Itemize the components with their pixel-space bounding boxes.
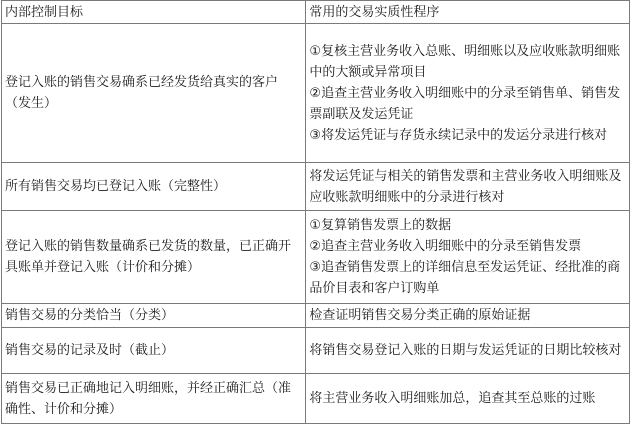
procedure-item: 将销售交易登记入账的日期与发运凭证的日期比较核对 <box>309 343 622 358</box>
objective-cell: 所有销售交易均已登记入账（完整性） <box>2 163 306 211</box>
header-substantive-procedures: 常用的交易实质性程序 <box>306 1 630 24</box>
procedure-item: 将主营业务收入明细账加总，追查其至总账的过账 <box>309 391 596 406</box>
table-row <box>2 24 630 163</box>
procedure-item: ①复算销售发票上的数据 <box>309 218 452 233</box>
table-row <box>2 374 630 424</box>
objective-cell: 登记入账的销售数量确系已发货的数量，已正确开具账单并登记入账（计价和分摊） <box>2 211 306 304</box>
objective-cell: 销售交易的分类恰当（分类） <box>2 304 306 328</box>
procedure-item: ③将发运凭证与存货永续记录中的发运分录进行核对 <box>309 127 608 143</box>
table-row <box>2 163 630 211</box>
procedure-item: ③追查销售发票上的详细信息至发运凭证、经批准的商品价目表和客户订购单 <box>309 260 621 296</box>
procedure-item: ②追查主营业务收入明细账中的分录至销售发票 <box>309 239 582 254</box>
table-header-row <box>2 1 630 24</box>
control-objectives-table <box>1 0 630 424</box>
header-control-objective: 内部控制目标 <box>2 1 306 24</box>
procedures-cell <box>306 304 630 328</box>
table-row <box>2 328 630 374</box>
procedures-cell <box>306 24 630 163</box>
procedures-cell <box>306 374 630 424</box>
procedure-item: 检查证明销售交易分类正确的原始证据 <box>309 308 531 323</box>
procedure-item: ①复核主营业务收入总账、明细账以及应收账款明细账中的大额或异常项目 <box>309 43 621 80</box>
objective-cell: 登记入账的销售交易确系已经发货给真实的客户（发生） <box>2 24 306 163</box>
procedures-cell <box>306 328 630 374</box>
table-row <box>2 211 630 304</box>
objective-cell: 销售交易已正确地记入明细账，并经正确汇总（准确性、计价和分摊） <box>2 374 306 424</box>
procedures-cell <box>306 211 630 304</box>
objective-cell: 销售交易的记录及时（截止） <box>2 328 306 374</box>
procedure-item: 将发运凭证与相关的销售发票和主营业务收入明细账及应收账款明细账中的分录进行核对 <box>309 168 622 205</box>
procedure-item: ②追查主营业务收入明细账中的分录至销售单、销售发票副联及发运凭证 <box>309 85 621 122</box>
table-row <box>2 304 630 328</box>
procedures-cell <box>306 163 630 211</box>
